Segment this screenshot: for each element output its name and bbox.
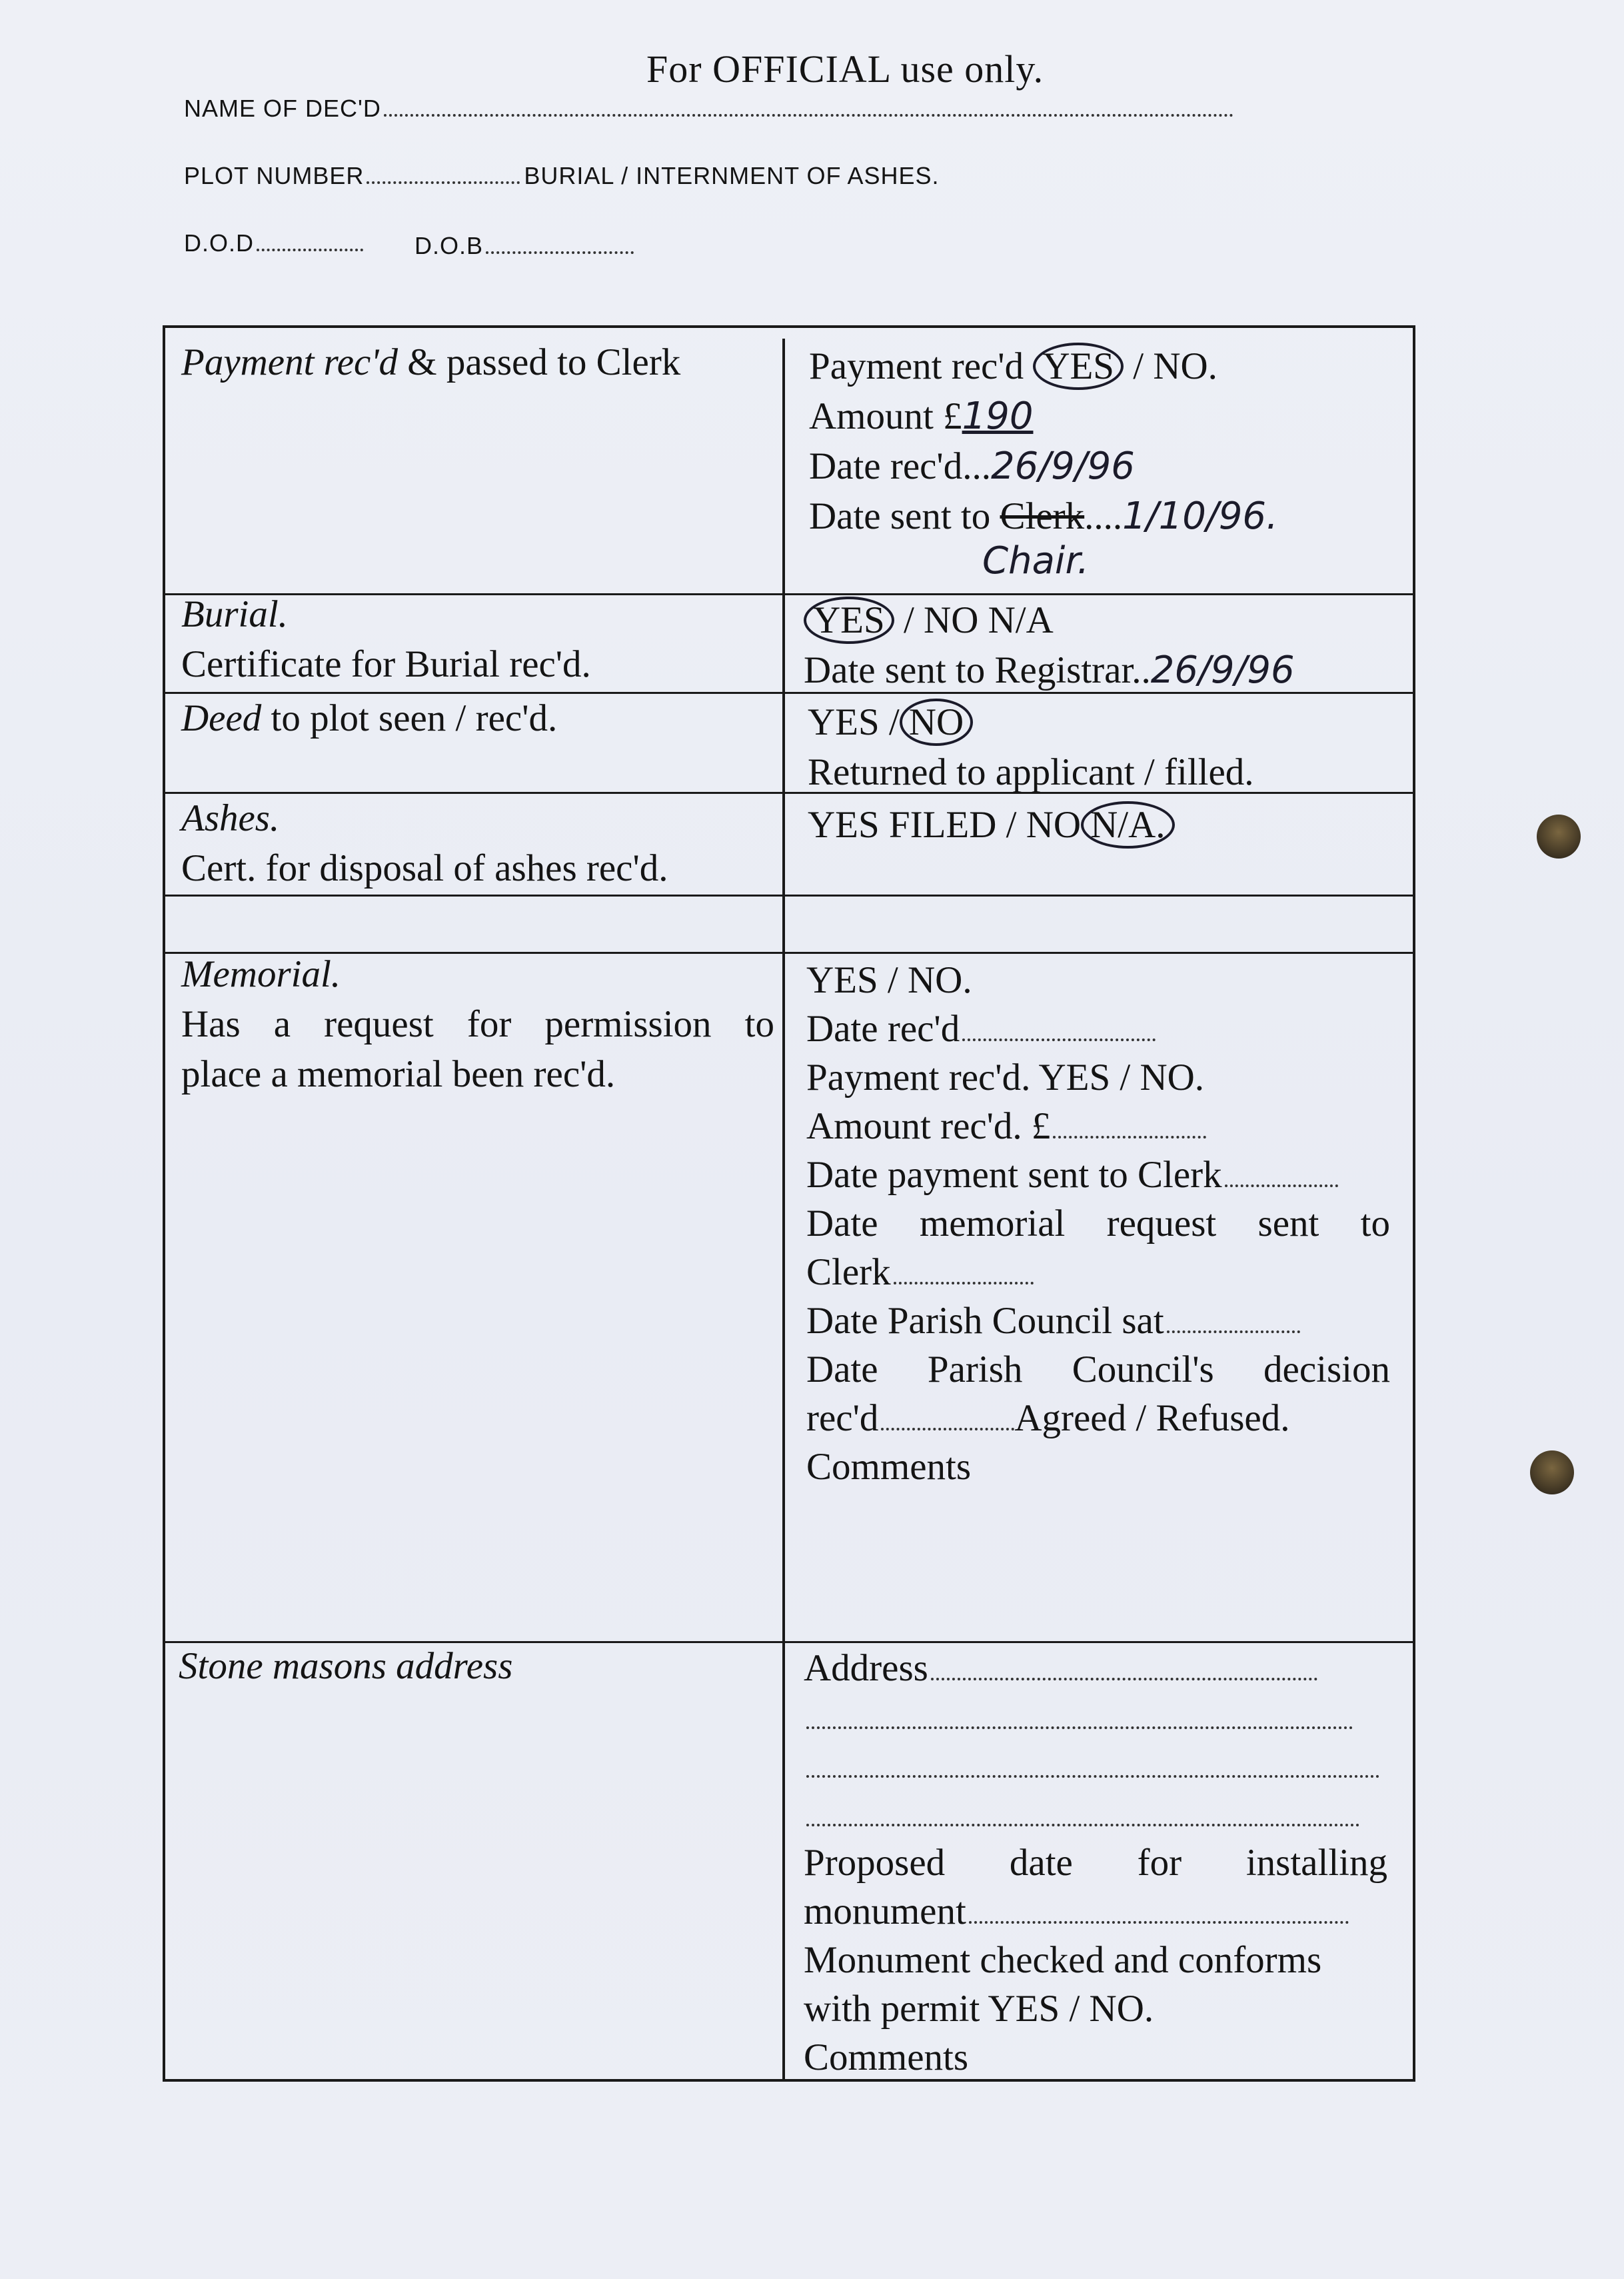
ashes-certificate-text: Cert. for disposal of ashes rec'd. [181,847,668,889]
dob-label: D.O.B [414,232,484,259]
memorial-request-sent-line2: Clerk [806,1251,891,1293]
memorial-question-line2: place a memorial been rec'd. [181,1053,616,1095]
ashes-right-cell [808,800,1394,850]
date-sent-note: Chair. [982,539,1090,583]
deed-right-cell [808,697,1394,797]
stone-right-cell [804,1644,1387,2082]
memorial-payment-received: Payment rec'd. YES / NO. [806,1057,1205,1099]
burial-internment-label: BURIAL / INTERNMENT OF ASHES. [524,162,940,189]
dotted-line [931,1677,1317,1680]
dotted-line [969,1920,1349,1924]
memorial-request-sent-line1: Date memorial request sent to [806,1202,1390,1244]
date-sent-label: Date sent to [809,495,991,537]
name-of-deceased-row [184,95,1233,123]
monument-checked-line1: Monument checked and conforms [804,1939,1322,1981]
dotted-line [962,1038,1156,1041]
memorial-yes-no: YES / NO. [806,959,972,1001]
plot-number-row [184,162,940,190]
address-dotted-line [806,1823,1359,1826]
plot-number-label: PLOT NUMBER [184,162,365,189]
date-sent-value: 1/10/96. [1122,495,1278,538]
memorial-decision-line1: Date Parish Council's decision [806,1348,1390,1390]
deed-left-cell [181,693,768,743]
address-dotted-line [806,1774,1379,1778]
date-received-label: Date rec'd [809,445,963,487]
punch-hole [1537,815,1581,859]
registrar-date-value: 26/9/96 [1150,649,1295,692]
stone-masons-heading: Stone masons address [179,1645,513,1687]
memorial-agreed-refused: Agreed / Refused. [1014,1397,1290,1439]
deed-returned-text: Returned to applicant / filled. [808,751,1254,793]
stone-address-label: Address [804,1647,928,1689]
name-of-deceased-label: NAME OF DEC'D [184,95,381,122]
dotted-line [881,1427,1014,1430]
name-dotted-line [384,113,1233,117]
dod-row [184,229,363,257]
dotted-line [1225,1184,1338,1187]
dotted-line [894,1281,1034,1284]
burial-certificate-text: Certificate for Burial rec'd. [181,643,591,685]
payment-left-cell [181,337,768,387]
proposed-date-line1: Proposed date for installing [804,1842,1387,1884]
registrar-label: Date sent to Registrar [804,649,1132,691]
deed-yes: YES / [808,701,900,743]
form-title: For OFFICIAL use only. [646,47,1044,91]
dob-dotted-line [486,251,634,254]
memorial-heading: Memorial. [181,953,341,995]
memorial-left-cell [181,949,774,1099]
burial-left-cell [181,589,768,689]
punch-hole [1530,1450,1574,1494]
stone-comments-label: Comments [804,2036,969,2078]
payment-yes-no-rest: / NO. [1133,345,1218,387]
payment-heading-italic: Payment rec'd [181,341,399,383]
stone-left-cell [179,1641,765,1691]
deed-heading-rest: to plot seen / rec'd. [271,697,558,739]
burial-yes-circled: YES [804,597,894,644]
burial-right-cell: YES / NO N/A Date sent to Registrar..26/9/96 [804,595,1390,695]
burial-yes-no-rest: / NO N/A [903,599,1054,641]
address-dotted-line [806,1726,1353,1729]
deed-no-circled: NO [900,699,973,746]
dod-label: D.O.D [184,229,255,257]
amount-value: 190 [962,395,1034,438]
memorial-payment-sent-label: Date payment sent to Clerk [806,1154,1222,1196]
ashes-na-circled: N/A. [1081,801,1174,849]
memorial-right-cell [806,956,1390,1491]
payment-yes-circled: YES [1033,343,1124,390]
memorial-comments-label: Comments [806,1446,972,1488]
dod-dotted-line [257,248,363,251]
monument-checked-line2: with permit YES / NO. [804,1988,1154,2030]
date-received-value: 26/9/96 [990,445,1135,488]
payment-right-cell: Payment rec'd YES / NO. Amount £190 Date rec'd...26/9/96 Date sent to Clerk....1/10/96. Chair. [809,341,1395,581]
ashes-left-cell [181,793,768,893]
dotted-line [1167,1330,1300,1333]
memorial-amount-label: Amount rec'd. £ [806,1105,1051,1147]
memorial-decision-received: rec'd [806,1397,879,1439]
payment-received-prefix: Payment rec'd [809,345,1024,387]
memorial-question-line1: Has a request for permission to [181,1003,774,1045]
payment-heading-rest: & passed to Clerk [407,341,681,383]
burial-heading: Burial. [181,593,288,635]
dob-row [414,232,634,260]
memorial-council-sat-label: Date Parish Council sat [806,1300,1164,1342]
amount-label: Amount £ [809,395,962,437]
date-sent-struck-word: Clerk [1000,495,1085,537]
dotted-line [1053,1135,1206,1139]
plot-dotted-line [367,181,520,184]
ashes-filed-text: YES FILED / NO [808,804,1082,846]
proposed-date-line2: monument [804,1890,966,1932]
row-divider [163,895,1415,897]
memorial-date-received-label: Date rec'd [806,1008,960,1050]
deed-heading-italic: Deed [181,697,262,739]
column-divider [782,339,785,2082]
ashes-heading: Ashes. [181,797,280,839]
